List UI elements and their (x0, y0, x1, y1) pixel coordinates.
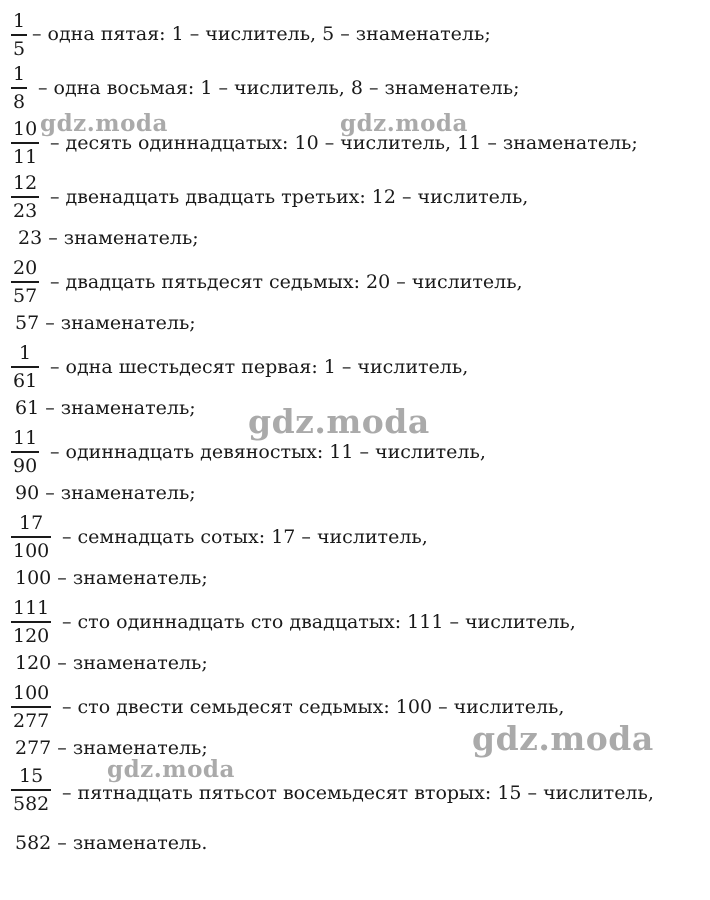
watermark: gdz.moda (472, 719, 654, 758)
fraction-bar (11, 196, 39, 198)
fraction-10-11 (11, 120, 39, 167)
fraction-numerator: 1 (19, 342, 32, 364)
fraction-description: – двадцать пятьдесят седьмых: 20 – числитель, (50, 271, 523, 293)
fraction-100-277 (11, 684, 51, 731)
fraction-description-continuation: 582 – знаменатель. (15, 832, 208, 854)
fraction-denominator: 61 (13, 369, 38, 392)
fraction-bar (11, 87, 27, 89)
fraction-numerator: 11 (13, 427, 38, 449)
fraction-1-8 (11, 65, 27, 112)
fraction-bar (11, 706, 51, 708)
fraction-description: – двенадцать двадцать третьих: 12 – числитель, (50, 186, 529, 208)
fraction-bar (11, 536, 51, 538)
fraction-bar (11, 34, 27, 36)
fraction-description: – одна восьмая: 1 – числитель, 8 – знаменатель; (38, 77, 520, 99)
fraction-denominator: 120 (13, 624, 50, 647)
fraction-description: – семнадцать сотых: 17 – числитель, (62, 526, 428, 548)
fraction-20-57 (11, 259, 39, 306)
fraction-numerator: 17 (19, 512, 44, 534)
fraction-111-120 (11, 599, 51, 646)
fraction-denominator: 5 (13, 37, 26, 60)
fraction-12-23 (11, 174, 39, 221)
fraction-description: – пятнадцать пятьсот восемьдесят вторых: 15 – числитель, (62, 782, 654, 804)
fraction-description: – десять одиннадцатых: 10 – числитель, 11 – знаменатель; (50, 132, 638, 154)
fraction-11-90 (11, 429, 39, 476)
fraction-description: – сто одиннадцать сто двадцатых: 111 – числитель, (62, 611, 576, 633)
fraction-numerator: 1 (13, 63, 26, 85)
fraction-1-5 (11, 12, 27, 59)
watermark: gdz.moda (107, 756, 235, 783)
fraction-description-continuation: 100 – знаменатель; (15, 567, 208, 589)
fraction-description: – одиннадцать девяностых: 11 – числитель, (50, 441, 486, 463)
fraction-denominator: 277 (13, 709, 50, 732)
fraction-denominator: 90 (13, 454, 38, 477)
fraction-denominator: 57 (13, 284, 38, 307)
fraction-description: – сто двести семьдесят седьмых: 100 – числитель, (62, 696, 565, 718)
fraction-description-continuation: 277 – знаменатель; (15, 737, 208, 759)
fraction-15-582 (11, 767, 51, 814)
fraction-numerator: 1 (13, 10, 26, 32)
fraction-bar (11, 281, 39, 283)
fraction-denominator: 8 (13, 90, 26, 113)
fraction-numerator: 100 (13, 682, 50, 704)
fraction-description-continuation: 90 – знаменатель; (15, 482, 196, 504)
fraction-description-continuation: 120 – знаменатель; (15, 652, 208, 674)
fraction-bar (11, 789, 51, 791)
fraction-numerator: 111 (13, 597, 50, 619)
fraction-description: – одна шестьдесят первая: 1 – числитель, (50, 356, 469, 378)
watermark: gdz.moda (340, 110, 468, 137)
fraction-denominator: 11 (13, 145, 38, 168)
fraction-description-continuation: 23 – знаменатель; (18, 227, 199, 249)
watermark: gdz.moda (248, 402, 430, 441)
fraction-17-100 (11, 514, 51, 561)
fraction-numerator: 10 (13, 118, 38, 140)
watermark: gdz.moda (40, 110, 168, 137)
fraction-numerator: 20 (13, 257, 38, 279)
fraction-description: – одна пятая: 1 – числитель, 5 – знаменатель; (32, 23, 491, 45)
fraction-denominator: 23 (13, 199, 38, 222)
fraction-numerator: 12 (13, 172, 38, 194)
fraction-description-continuation: 61 – знаменатель; (15, 397, 196, 419)
fraction-denominator: 582 (13, 792, 50, 815)
fraction-denominator: 100 (13, 539, 50, 562)
fraction-description-continuation: 57 – знаменатель; (15, 312, 196, 334)
fraction-bar (11, 142, 39, 144)
fraction-bar (11, 621, 51, 623)
fraction-bar (11, 366, 39, 368)
fraction-bar (11, 451, 39, 453)
fraction-numerator: 15 (19, 765, 44, 787)
fraction-1-61 (11, 344, 39, 391)
